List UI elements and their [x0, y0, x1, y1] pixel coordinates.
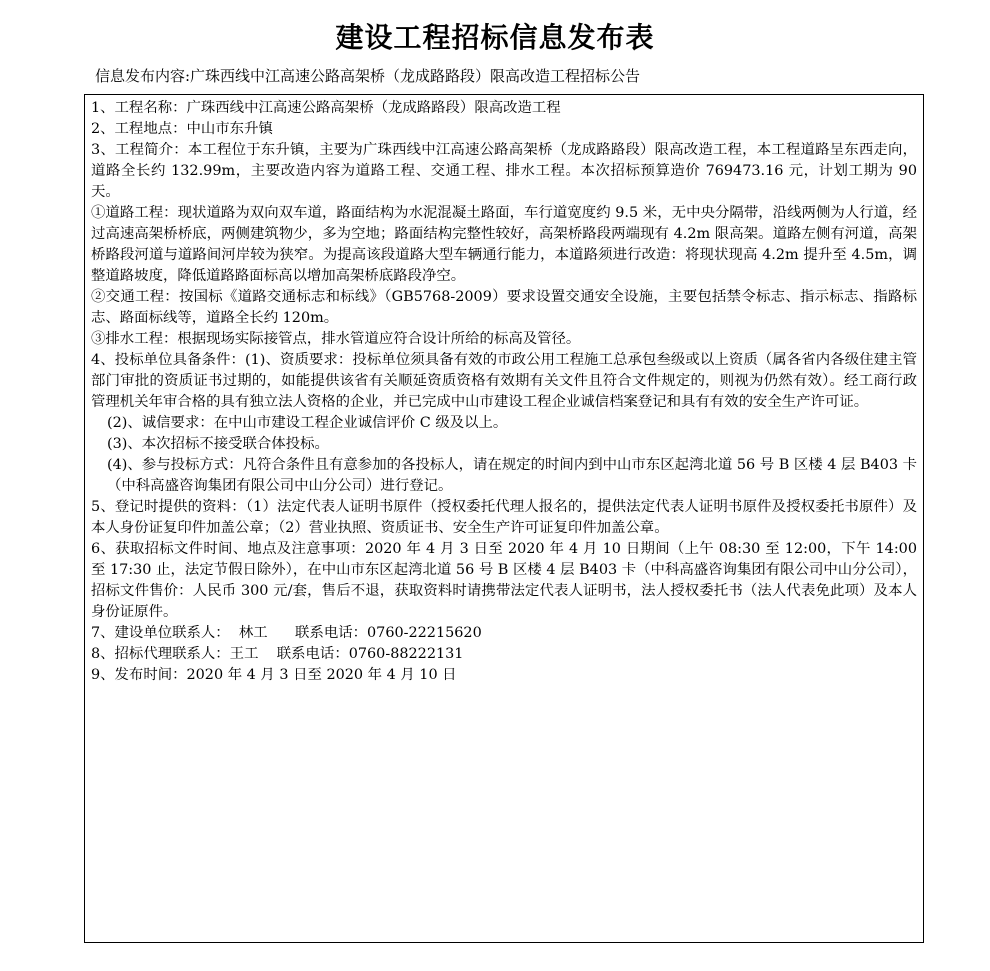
project-summary-paragraph: 3、工程简介：本工程位于东升镇，主要为广珠西线中江高速公路高架桥（龙成路路段）限高改造工程，本工程道路呈东西走向，道路全长约 132.99m，主要改造内容为道路工程、交通工程、排水工程。本次招标预算造价 769473.16 元，计划工期为 90 天。	[91, 142, 917, 200]
document-title: 建设工程招标信息发布表	[335, 21, 655, 54]
announcement-content-box	[84, 94, 924, 943]
road-works-paragraph: ①道路工程：现状道路为双向双车道，路面结构为水泥混凝土路面，车行道宽度约 9.5 米，无中央分隔带，沿线两侧为人行道，经过高速高架桥桥底，两侧建筑物少，多为空地；路面结构完整性较好，高架桥路段两端现有 4.2m 限高架。道路左侧有河道，高架桥路段河道与道路间河岸较为狭窄。为提高该段道路大型车辆通行能力，本道路须进行改造：将现状现高 4.2m 提升至 4.5m，调整道路坡度，降低道路路面标高以增加高架桥底路段净空。	[91, 205, 917, 284]
project-name-paragraph: 1、工程名称：广珠西线中江高速公路高架桥（龙成路路段）限高改造工程	[91, 100, 561, 116]
owner-contact-paragraph: 7、建设单位联系人： 林工 联系电话：0760-22215620	[91, 625, 482, 641]
traffic-works-paragraph: ②交通工程：按国标《道路交通标志和标线》（GB5768-2009）要求设置交通安全设施，主要包括禁令标志、指示标志、指路标志、路面标线等，道路全长约 120m。	[91, 289, 917, 326]
integrity-requirement-paragraph: (2)、诚信要求：在中山市建设工程企业诚信评价 C 级及以上。	[107, 415, 508, 431]
no-consortium-paragraph: (3)、本次招标不接受联合体投标。	[107, 436, 329, 452]
bidding-method-paragraph: (4)、参与投标方式：凡符合条件且有意参加的各投标人，请在规定的时间内到中山市东区起湾北道 56 号 B 区楼 4 层 B403 卡（中科高盛咨询集团有限公司中山分公司）进行登记。	[107, 457, 917, 494]
document-acquisition-paragraph: 6、获取招标文件时间、地点及注意事项：2020 年 4 月 3 日至 2020 年 4 月 10 日期间（上午 08:30 至 12:00，下午 14:00 至 17:30 止，法定节假日除外），在中山市东区起湾北道 56 号 B 区楼 4 层 B403 卡（中科高盛咨询集团有限公司中山分公司），招标文件售价：人民币 300 元/套，售后不退，获取资料时请携带法定代表人证明书，法人授权委托书（法人代表免此项）及本人身份证原件。	[91, 541, 917, 620]
agent-contact-paragraph: 8、招标代理联系人：王工 联系电话：0760-88222131	[91, 646, 464, 662]
bidder-qualification-paragraph: 4、投标单位具备条件：(1)、资质要求：投标单位须具备有效的市政公用工程施工总承包叁级或以上资质（属各省内各级住建主管部门审批的资质证书过期的，如能提供该省有关顺延资质资格有效期有关文件且符合文件规定的，则视为仍然有效）。经工商行政管理机关年审合格的具有独立法人资格的企业，并已完成中山市建设工程企业诚信档案登记和具有有效的安全生产许可证。	[91, 352, 917, 410]
publish-time-paragraph: 9、发布时间：2020 年 4 月 3 日至 2020 年 4 月 10 日	[91, 667, 457, 683]
document-subtitle: 信息发布内容:广珠西线中江高速公路高架桥（龙成路路段）限高改造工程招标公告	[95, 67, 641, 85]
drainage-works-paragraph: ③排水工程：根据现场实际接管点，排水管道应符合设计所给的标高及管径。	[91, 331, 581, 347]
registration-documents-paragraph: 5、登记时提供的资料：（1）法定代表人证明书原件（授权委托代理人报名的，提供法定代表人证明书原件及授权委托书原件）及本人身份证复印件加盖公章；（2）营业执照、资质证书、安全生产许可证复印件加盖公章。	[91, 499, 917, 536]
project-location-paragraph: 2、工程地点：中山市东升镇	[91, 121, 273, 137]
